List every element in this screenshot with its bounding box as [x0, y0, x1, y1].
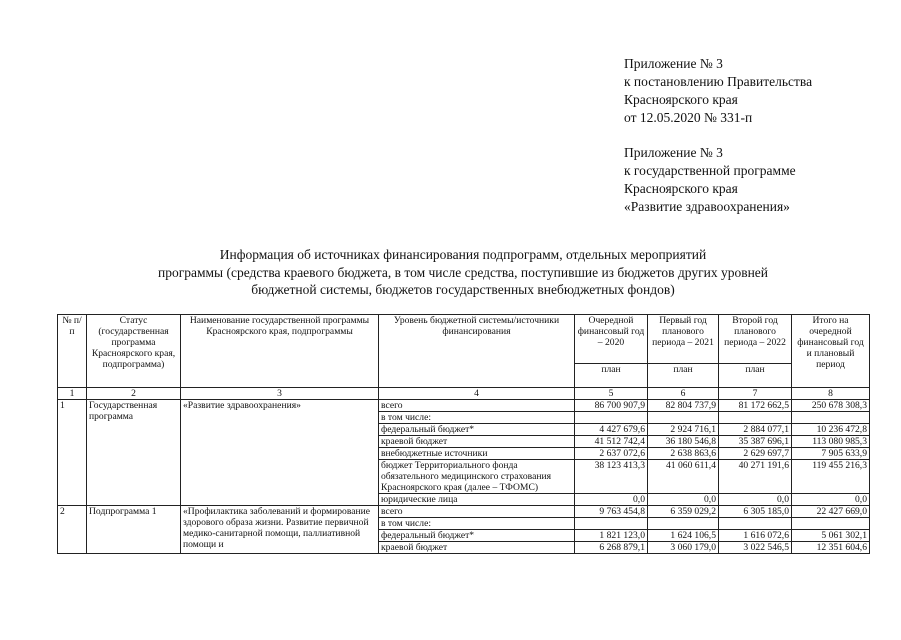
row-status: Подпрограмма 1	[87, 506, 181, 554]
col-number: 1	[58, 388, 87, 400]
header-total: Итого на очередной финансовый год и плановый период	[792, 315, 870, 388]
value-2022: 0,0	[719, 494, 792, 506]
col-number: 3	[181, 388, 379, 400]
appendix-to-program	[624, 144, 796, 216]
appendix-line: Приложение № 3	[624, 56, 723, 71]
col-number: 8	[792, 388, 870, 400]
row-num: 1	[58, 400, 87, 506]
value-2022: 1 616 072,6	[719, 530, 792, 542]
value-total: 113 080 985,3	[792, 436, 870, 448]
col-number: 5	[575, 388, 648, 400]
row-level: краевой бюджет	[379, 436, 575, 448]
title-line: бюджетной системы, бюджетов государственных внебюджетных фондов)	[251, 282, 675, 297]
value-2021: 36 180 546,8	[648, 436, 719, 448]
header-2022: Второй год планового периода – 2022	[719, 315, 792, 364]
value-2022: 40 271 191,6	[719, 460, 792, 494]
row-name: «Развитие здравоохранения»	[181, 400, 379, 506]
value-total: 10 236 472,8	[792, 424, 870, 436]
value-total: 12 351 604,6	[792, 542, 870, 554]
row-level: юридические лица	[379, 494, 575, 506]
value-2021	[648, 518, 719, 530]
row-level: в том числе:	[379, 518, 575, 530]
value-2021: 82 804 737,9	[648, 400, 719, 412]
title-line: Информация об источниках финансирования подпрограмм, отдельных мероприятий	[219, 247, 707, 262]
row-level: в том числе:	[379, 412, 575, 424]
value-2022: 35 387 696,1	[719, 436, 792, 448]
value-2020: 6 268 879,1	[575, 542, 648, 554]
row-level: федеральный бюджет*	[379, 424, 575, 436]
row-level: всего	[379, 506, 575, 518]
value-total	[792, 518, 870, 530]
value-2022: 3 022 546,5	[719, 542, 792, 554]
value-2020: 41 512 742,4	[575, 436, 648, 448]
appendix-line: к государственной программе	[624, 163, 796, 178]
header-plan: план	[648, 364, 719, 388]
appendix-line: Красноярского края	[624, 181, 738, 196]
value-total: 7 905 633,9	[792, 448, 870, 460]
value-2020: 1 821 123,0	[575, 530, 648, 542]
header-plan: план	[575, 364, 648, 388]
value-2022: 81 172 662,5	[719, 400, 792, 412]
value-total: 5 061 302,1	[792, 530, 870, 542]
value-2022: 2 629 697,7	[719, 448, 792, 460]
row-level: внебюджетные источники	[379, 448, 575, 460]
column-number-row	[58, 388, 870, 400]
col-number: 2	[87, 388, 181, 400]
document-title	[60, 246, 866, 299]
value-total	[792, 412, 870, 424]
row-level: бюджет Территориального фонда обязательного медицинского страхования Красноярского края (далее – ТФОМС)	[379, 460, 575, 494]
table-row	[58, 400, 870, 412]
row-status: Государственная программа	[87, 400, 181, 506]
value-total: 119 455 216,3	[792, 460, 870, 494]
value-2021: 2 638 863,6	[648, 448, 719, 460]
value-2022: 6 305 185,0	[719, 506, 792, 518]
row-level: федеральный бюджет*	[379, 530, 575, 542]
header-row	[58, 315, 870, 364]
header-2020: Очередной финансовый год – 2020	[575, 315, 648, 364]
appendix-line: к постановлению Правительства	[624, 74, 813, 89]
value-total: 22 427 669,0	[792, 506, 870, 518]
value-2022	[719, 518, 792, 530]
value-2021	[648, 412, 719, 424]
value-total: 250 678 308,3	[792, 400, 870, 412]
value-2020: 9 763 454,8	[575, 506, 648, 518]
value-2021: 41 060 611,4	[648, 460, 719, 494]
financing-table	[57, 314, 870, 554]
header-level: Уровень бюджетной системы/источники финансирования	[379, 315, 575, 388]
value-2021: 6 359 029,2	[648, 506, 719, 518]
row-num: 2	[58, 506, 87, 554]
value-2020: 86 700 907,9	[575, 400, 648, 412]
row-name: «Профилактика заболеваний и формирование здорового образа жизни. Развитие первичной медико-санитарной помощи, паллиативной помощи и	[181, 506, 379, 554]
header-2021: Первый год планового периода – 2021	[648, 315, 719, 364]
appendix-line: Приложение № 3	[624, 145, 723, 160]
header-plan: план	[719, 364, 792, 388]
header-name: Наименование государственной программы Красноярского края, подпрограммы	[181, 315, 379, 388]
col-number: 7	[719, 388, 792, 400]
value-2022: 2 884 077,1	[719, 424, 792, 436]
header-num: № п/п	[58, 315, 87, 388]
appendix-to-resolution	[624, 55, 812, 127]
value-2022	[719, 412, 792, 424]
value-2020: 4 427 679,6	[575, 424, 648, 436]
row-level: краевой бюджет	[379, 542, 575, 554]
value-2021: 2 924 716,1	[648, 424, 719, 436]
title-line: программы (средства краевого бюджета, в том числе средства, поступившие из бюджетов других уровней	[157, 264, 769, 280]
value-2021: 0,0	[648, 494, 719, 506]
value-2021: 3 060 179,0	[648, 542, 719, 554]
appendix-line: «Развитие здравоохранения»	[624, 199, 790, 214]
row-level: всего	[379, 400, 575, 412]
value-2020: 38 123 413,3	[575, 460, 648, 494]
value-total: 0,0	[792, 494, 870, 506]
table-row	[58, 506, 870, 518]
col-number: 4	[379, 388, 575, 400]
col-number: 6	[648, 388, 719, 400]
appendix-line: Красноярского края	[624, 92, 738, 107]
value-2021: 1 624 106,5	[648, 530, 719, 542]
header-status: Статус (государственная программа Красноярского края, подпрограмма)	[87, 315, 181, 388]
value-2020: 0,0	[575, 494, 648, 506]
value-2020	[575, 518, 648, 530]
appendix-line: от 12.05.2020 № 331-п	[624, 110, 753, 125]
value-2020	[575, 412, 648, 424]
value-2020: 2 637 072,6	[575, 448, 648, 460]
